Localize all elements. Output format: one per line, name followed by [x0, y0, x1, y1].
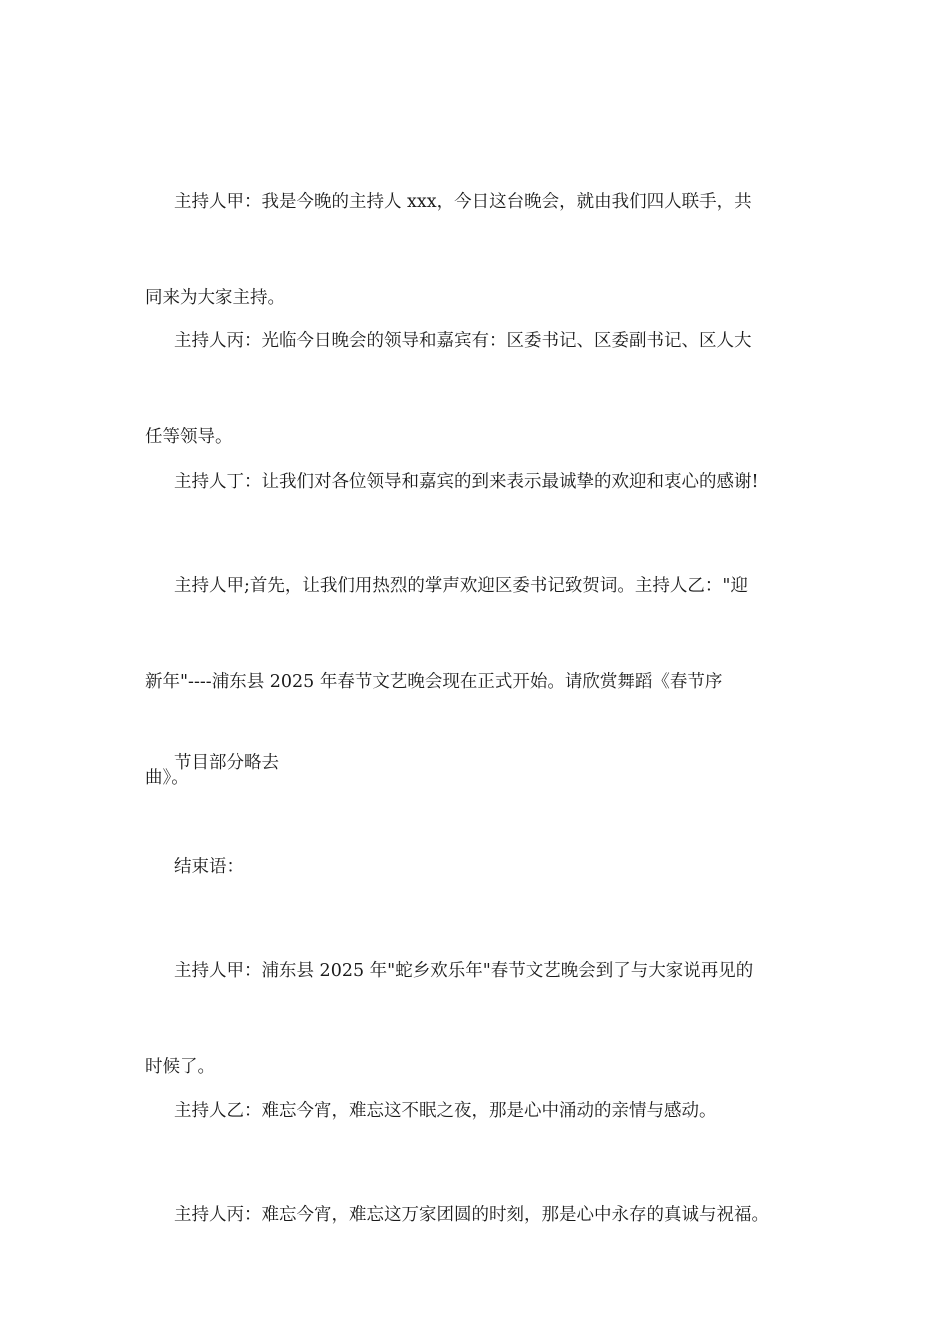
- paragraph-line: 主持人丁：让我们对各位领导和嘉宾的到来表示最诚挚的欢迎和衷心的感谢!: [174, 472, 759, 492]
- paragraph-line: 主持人甲：我是今晚的主持人 xxx，今日这台晚会，就由我们四人联手，共: [174, 192, 752, 212]
- paragraph-line: 主持人丙：光临今日晚会的领导和嘉宾有：区委书记、区委副书记、区人大: [174, 331, 752, 351]
- paragraph-line: 曲》。: [145, 768, 189, 788]
- paragraph-line: 主持人甲：浦东县 2025 年"蛇乡欢乐年"春节文艺晚会到了与大家说再见的: [174, 961, 754, 981]
- paragraph-line: 结束语：: [174, 857, 244, 877]
- paragraph-host-bing-farewell: [145, 1135, 825, 1295]
- paragraph-line: 主持人乙：难忘今宵，难忘这不眠之夜，那是心中涌动的亲情与感动。: [174, 1101, 717, 1121]
- paragraph-line: 新年"----浦东县 2025 年春节文艺晚会现在正式开始。请欣赏舞蹈《春节序: [145, 672, 723, 692]
- paragraph-line: 节目部分略去: [174, 753, 279, 773]
- paragraph-line: 任等领导。: [145, 427, 233, 447]
- paragraph-line: 主持人甲;首先，让我们用热烈的掌声欢迎区委书记致贺词。主持人乙："迎: [174, 576, 748, 596]
- paragraph-line: 主持人丙：难忘今宵，难忘这万家团圆的时刻，那是心中永存的真诚与祝福。: [174, 1205, 769, 1225]
- paragraph-line: 同来为大家主持。: [145, 288, 285, 308]
- paragraph-line: 时候了。: [145, 1057, 215, 1077]
